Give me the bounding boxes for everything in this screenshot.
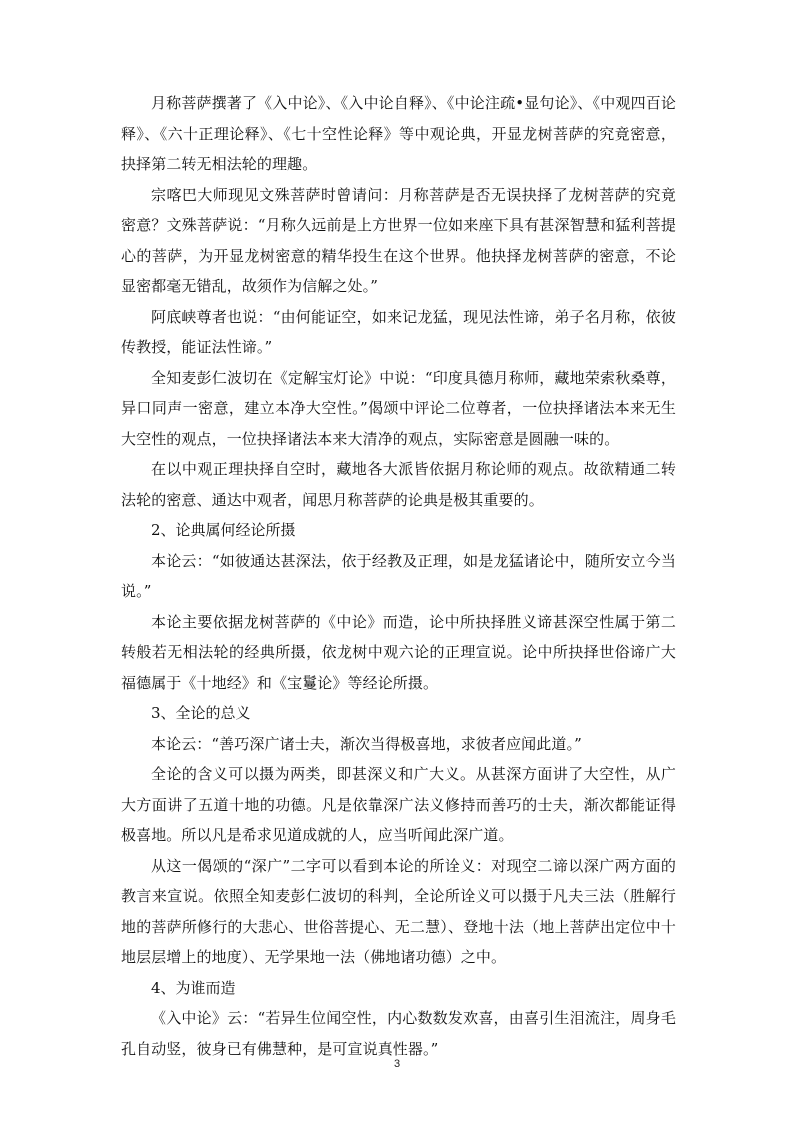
paragraph-3: 阿底峡尊者也说：“由何能证空，如来记龙猛，现见法性谛，弟子名月称，依彼传教授，能证法性谛。” [121, 307, 676, 356]
paragraph-1: 月称菩萨撰著了《入中论》、《入中论自释》、《中论注疏•显句论》、《中观四百论释》、《六十正理论释》、《七十空性论释》等中观论典，开显龙树菩萨的究竟密意，抉择第二转无相法轮的理趣。 [121, 94, 676, 173]
page-number: 3 [393, 1058, 401, 1070]
section-heading-4: 4、为谁而造 [151, 978, 236, 997]
paragraph-6: 本论云：“如彼通达甚深法，依于经教及正理，如是龙猛诸论中，随所安立今当说。” [121, 551, 676, 600]
paragraph-9: 全论的含义可以摄为两类，即甚深义和广大义。从甚深方面讲了大空性，从广大方面讲了五道十地的功德。凡是依靠深广法义修持而善巧的士夫，渐次都能证得极喜地。所以凡是希求见道成就的人，应当听闻此深广道。 [121, 765, 676, 844]
section-heading-2: 2、论典属何经论所摄 [151, 521, 296, 539]
paragraph-5: 在以中观正理抉择自空时，藏地各大派皆依据月称论师的观点。故欲精通二转法轮的密意、通达中观者，闻思月称菩萨的论典是极其重要的。 [121, 460, 676, 509]
paragraph-2: 宗喀巴大师现见文殊菩萨时曾请问：月称菩萨是否无误抉择了龙树菩萨的究竟密意？文殊菩萨说：“月称久远前是上方世界一位如来座下具有甚深智慧和猛利菩提心的菩萨，为开显龙树密意的精华投生在这个世界。他抉择龙树菩萨的密意，不论显密都毫无错乱，故须作为信解之处。” [121, 185, 676, 295]
section-heading-3: 3、全论的总义 [151, 704, 251, 722]
paragraph-8: 本论云：“善巧深广诸士夫，渐次当得极喜地，求彼者应闻此道。” [151, 734, 582, 753]
paragraph-7: 本论主要依据龙树菩萨的《中论》而造，论中所抉择胜义谛甚深空性属于第二转般若无相法轮的经典所摄，依龙树中观六论的正理宣说。论中所抉择世俗谛广大福德属于《十地经》和《宝鬘论》等经论所摄。 [121, 612, 676, 692]
paragraph-11: 《入中论》云：“若异生位闻空性，内心数数发欢喜，由喜引生泪流注，周身毛孔自动竖，彼身已有佛慧种，是可宣说真性器。” [121, 1009, 676, 1058]
page-body [121, 88, 676, 1064]
paragraph-4: 全知麦彭仁波切在《定解宝灯论》中说：“印度具德月称师，藏地荣索秋桑尊，异口同声一密意，建立本净大空性。”偈颂中评论二位尊者，一位抉择诸法本来无生大空性的观点，一位抉择诸法本来大清净的观点，实际密意是圆融一味的。 [121, 368, 676, 448]
paragraph-10: 从这一偈颂的“深广”二字可以看到本论的所诠义：对现空二谛以深广两方面的教言来宣说。依照全知麦彭仁波切的科判，全论所诠义可以摄于凡夫三法（胜解行地的菩萨所修行的大悲心、世俗菩提心、无二慧）、登地十法（地上菩萨出定位中十地层层增上的地度）、无学果地一法（佛地诸功德）之中。 [121, 856, 676, 966]
